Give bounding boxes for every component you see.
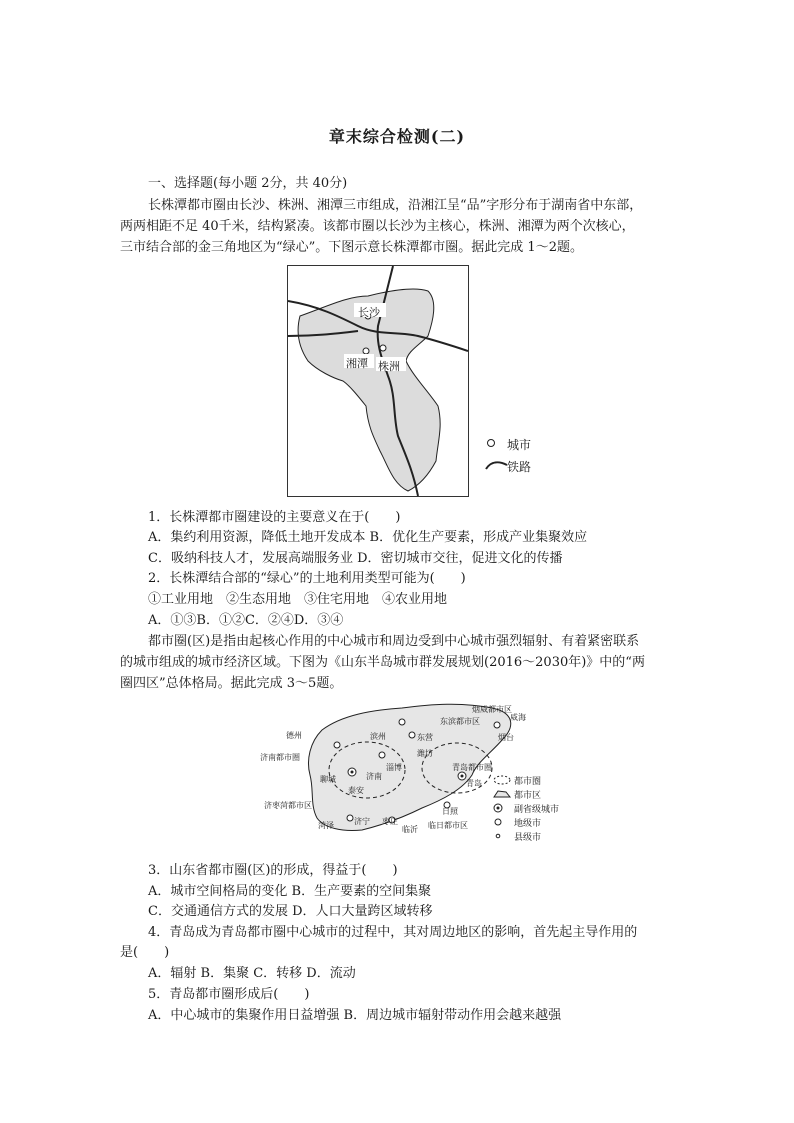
intro2-line-2: 的城市组成的城市经济区域。下图为《山东半岛城市群发展规划(2016～2030年)》中的“两: [120, 655, 645, 670]
label-dongying: 东营: [417, 733, 433, 742]
label-changsha: 长沙: [358, 306, 380, 319]
qingdao-dot-center: [461, 775, 464, 778]
q3-options-cd: C．交通通信方式的发展 D．人口大量跨区域转移: [148, 904, 433, 919]
label-qingdao-circle: 青岛都市圈: [452, 763, 492, 772]
label-qingdao: 青岛: [466, 779, 482, 788]
intro1-line-1: 长株潭都市圈由长沙、株洲、湘潭三市组成，沿湘江呈“品”字形分布于湖南省中东部，: [148, 198, 643, 213]
label-jizaohe: 济枣菏都市区: [264, 801, 312, 810]
legend-circle-label: 都市圈: [514, 777, 542, 787]
jinan-dot-center: [351, 771, 354, 774]
prefecture-city-icon: [492, 817, 514, 832]
legend-city-row: [485, 433, 565, 455]
q5-stem: 5．青岛都市圈形成后( ): [148, 987, 310, 1002]
legend-district-label: 都市区: [514, 791, 542, 801]
legend-county-label: 县级市: [514, 833, 542, 843]
cztmap-legend: [485, 433, 565, 477]
label-binzhou: 滨州: [370, 732, 386, 741]
cztmap-figure: [287, 265, 469, 497]
q5-options-ab: A．中心城市的集聚作用日益增强 B．周边城市辐射带动作用会越来越强: [148, 1008, 562, 1023]
intro2-line-3: 圈四区”总体格局。据此完成 3～5题。: [120, 676, 343, 691]
label-xiangtan: 湘潭: [346, 357, 368, 370]
yantai-dot: [494, 722, 500, 728]
legend-prefecture-row: [492, 817, 559, 831]
railway-icon: [485, 459, 507, 474]
legend-railway-row: [485, 455, 565, 477]
legend-county-row: [492, 831, 559, 845]
shandong-map-legend: [492, 775, 559, 845]
label-zibo: 淄博: [386, 763, 402, 772]
legend-city-label: 城市: [507, 437, 532, 452]
label-rizhao: 日照: [442, 807, 458, 816]
label-weihai: 威海: [510, 713, 526, 722]
zibo-dot: [379, 752, 385, 758]
label-linri: 临日都市区: [428, 821, 468, 830]
label-liaocheng: 聊城: [320, 775, 336, 784]
label-yantai: 烟台: [498, 733, 514, 742]
q4-stem-line-1: 4．青岛成为青岛都市圈中心城市的过程中，其对周边地区的影响，首先起主导作用的: [148, 925, 638, 940]
label-zhuzhou: 株洲: [378, 360, 400, 373]
label-dezhou: 德州: [286, 731, 302, 740]
label-zaozhuang: 枣庄: [382, 817, 398, 826]
q2-items: ①工业用地 ②生态用地 ③住宅用地 ④农业用地: [148, 592, 448, 607]
label-yanwei: 烟威都市区: [472, 705, 512, 714]
county-city-icon: [492, 831, 514, 846]
legend-prefecture-label: 地级市: [514, 819, 542, 829]
intro1-line-3: 三市结合部的金三角地区为“绿心”。下图示意长株潭都市圈。据此完成 1～2题。: [120, 240, 583, 255]
legend-circle-row: [492, 775, 559, 789]
label-taian: 泰安: [348, 786, 364, 795]
q4-stem-line-2: 是( ): [120, 945, 170, 960]
dashed-ellipse-icon: [492, 775, 514, 790]
city-circle-icon: [485, 437, 507, 452]
q4-options: A．辐射 B．集聚 C．转移 D．流动: [148, 966, 356, 981]
weifang-dot: [409, 732, 415, 738]
binzhou-dot: [334, 742, 340, 748]
district-area-icon: [492, 789, 514, 804]
q1-options-cd: C．吸纳科技人才，发展高端服务业 D．密切城市交往，促进文化的传播: [148, 551, 563, 566]
jining-dot: [347, 815, 353, 821]
label-heze: 菏泽: [318, 821, 334, 830]
legend-subprov-label: 副省级城市: [514, 805, 560, 815]
q2-stem: 2．长株潭结合部的“绿心”的土地利用类型可能为( ): [148, 571, 466, 586]
q1-stem: 1．长株潭都市圈建设的主要意义在于( ): [148, 510, 401, 525]
legend-district-row: [492, 789, 559, 803]
q3-stem: 3．山东省都市圈(区)的形成，得益于( ): [148, 863, 398, 878]
zhuzhou-dot: [380, 345, 386, 351]
q1-options-ab: A．集约利用资源，降低土地开发成本 B．优化生产要素，形成产业集聚效应: [148, 530, 588, 545]
legend-railway-label: 铁路: [507, 459, 532, 474]
subprov-city-icon: [492, 803, 514, 818]
label-linyi: 临沂: [402, 825, 418, 834]
dongying-dot: [399, 719, 405, 725]
cztmap-svg: [288, 266, 468, 496]
intro2-line-1: 都市圈(区)是指由起核心作用的中心城市和周边受到中心城市强烈辐射、有着紧密联系: [148, 634, 640, 649]
label-dongbin: 东滨都市区: [440, 717, 480, 726]
q3-options-ab: A．城市空间格局的变化 B．生产要素的空间集聚: [148, 884, 432, 899]
label-jining: 济宁: [354, 817, 370, 826]
q2-options: A．①③B．①②C．②④D．③④: [148, 613, 344, 628]
section-heading: 一、选择题(每小题 2分，共 40分): [148, 176, 348, 191]
page-title: 章末综合检测(二): [328, 127, 466, 146]
legend-subprov-row: [492, 803, 559, 817]
intro1-line-2: 两两相距不足 40千米，结构紧凑。该都市圈以长沙为主核心，株洲、湘潭为两个次核心，: [120, 219, 635, 234]
label-jinan-circle: 济南都市圈: [260, 753, 300, 762]
label-jinan: 济南: [366, 772, 382, 781]
xiangtan-dot: [363, 348, 369, 354]
label-weifang: 潍坊: [417, 749, 433, 758]
